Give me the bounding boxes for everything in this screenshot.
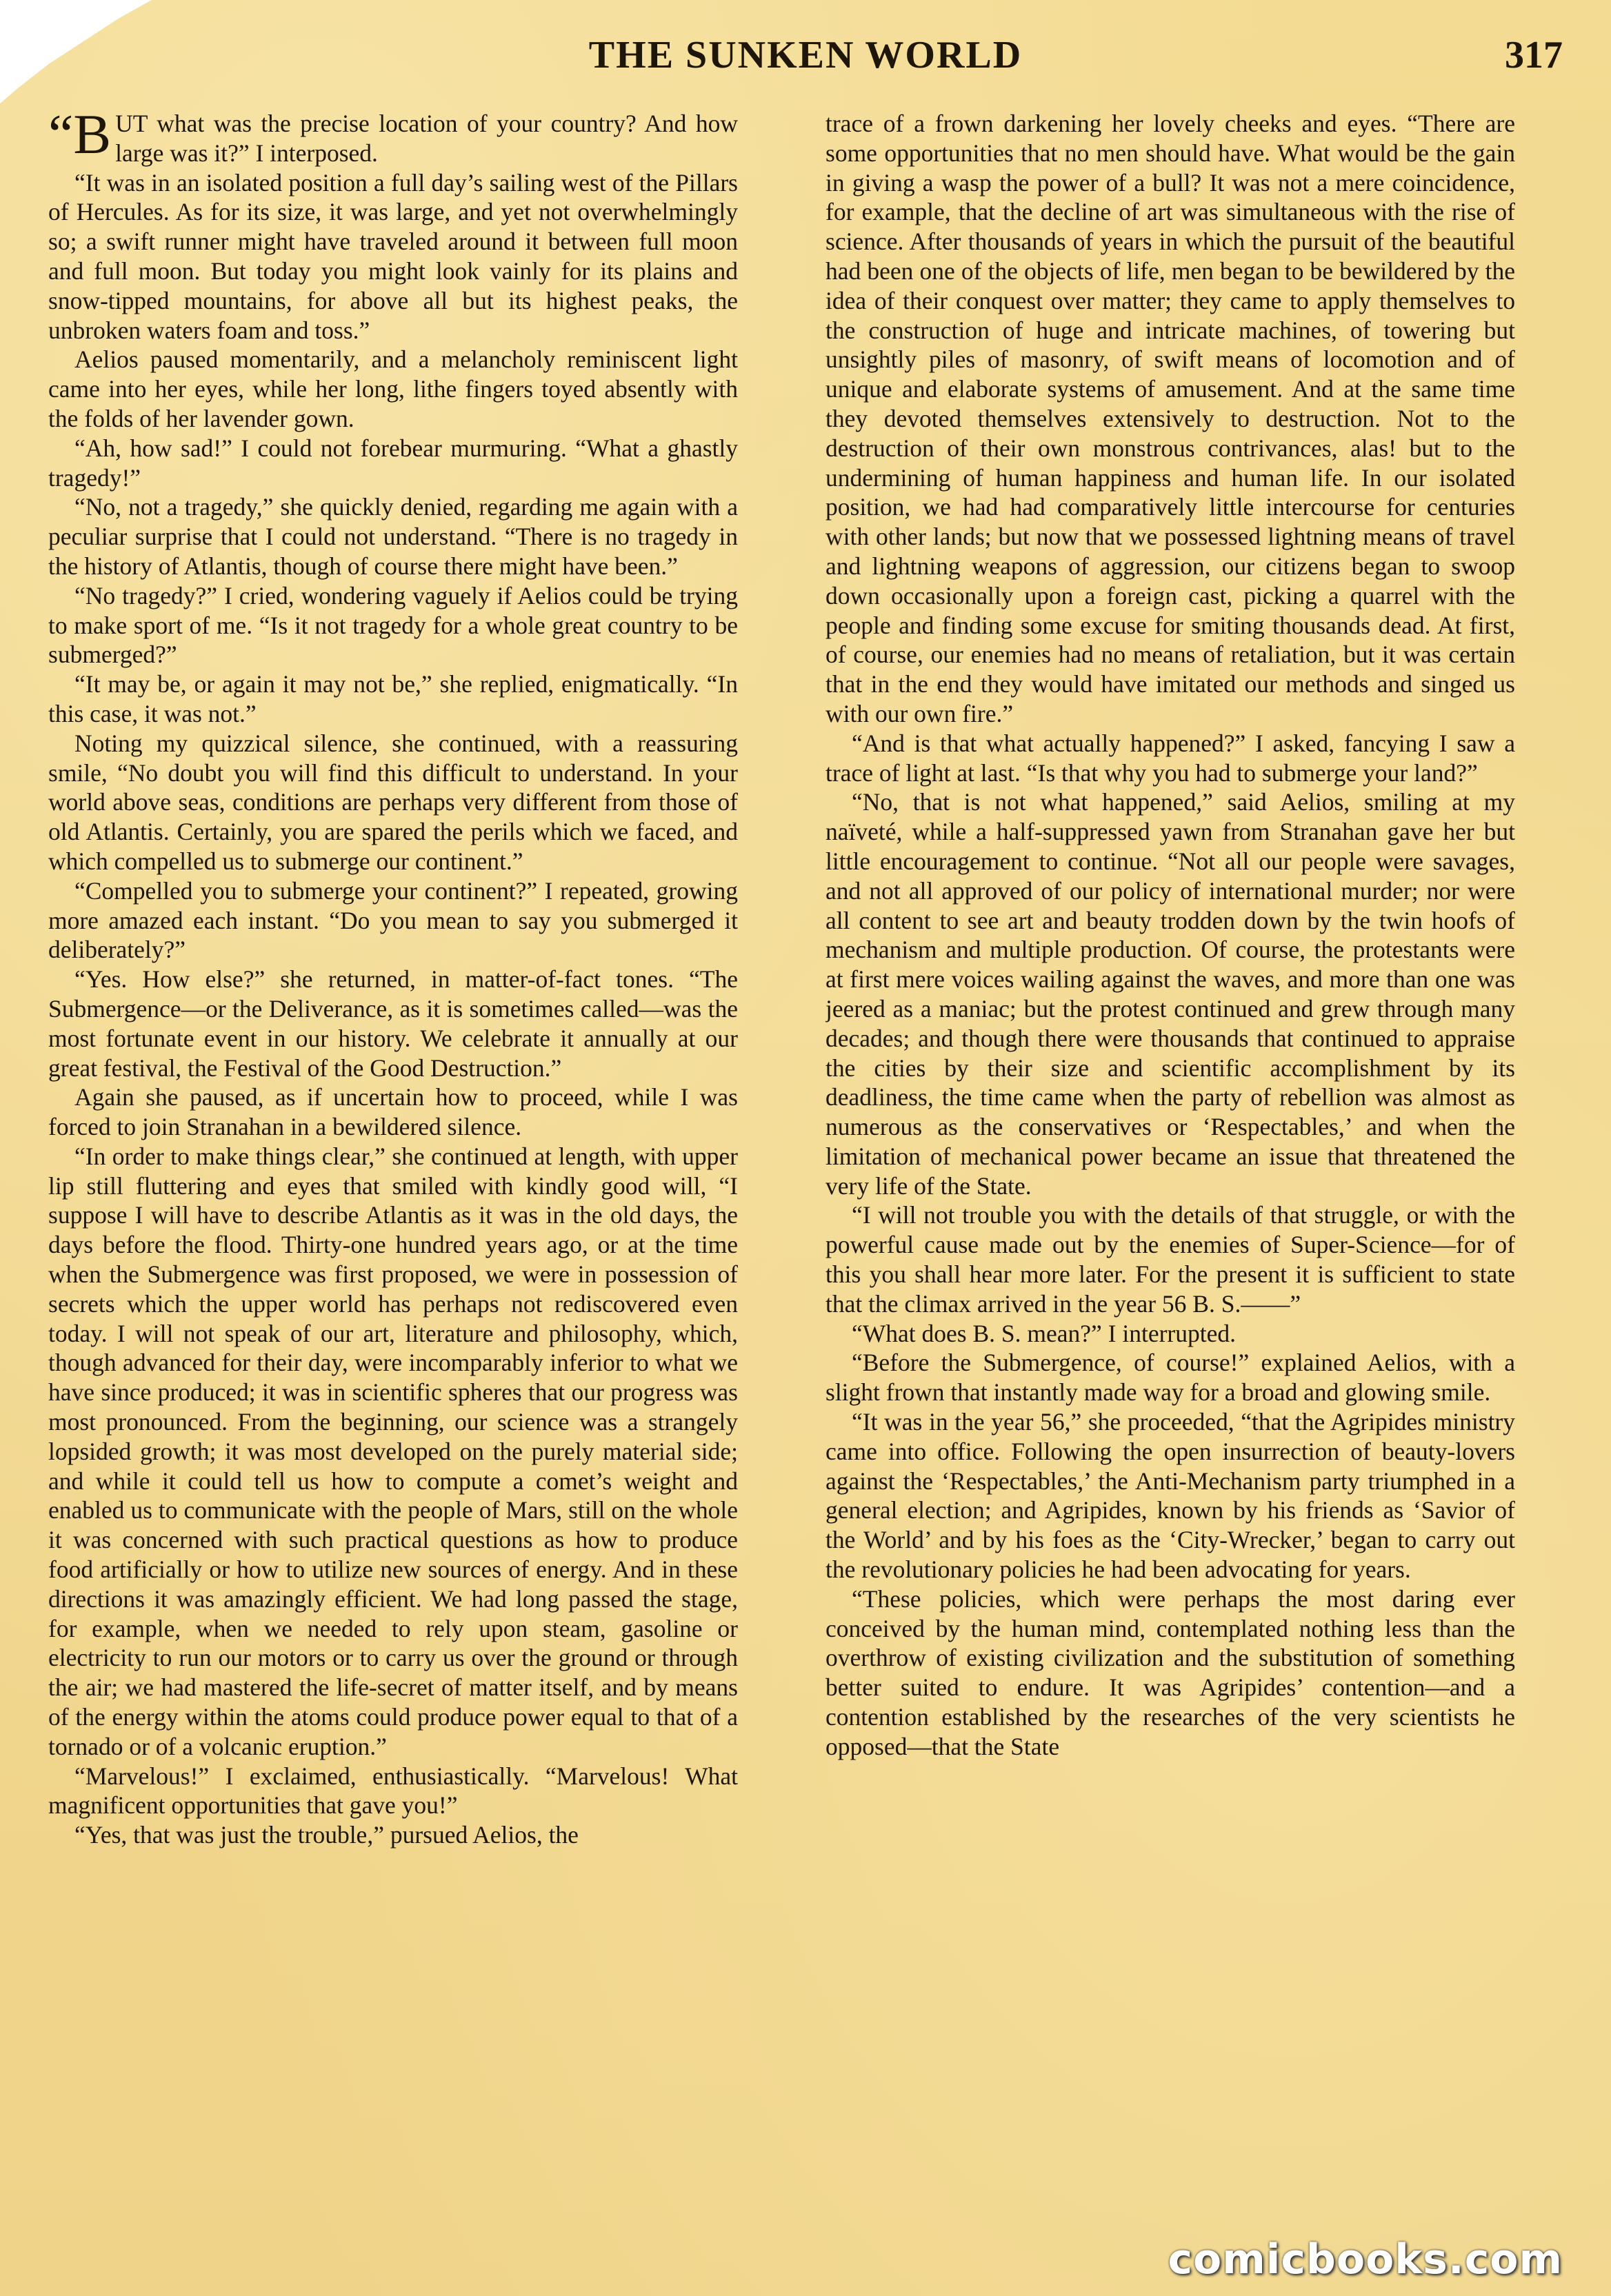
paragraph: Aelios paused momentarily, and a melancholy reminiscent light came into her eyes, while her long, lithe fingers toyed absently with the folds of her lavender gown.: [48, 345, 738, 432]
opening-quote: “: [48, 109, 74, 165]
running-title: THE SUNKEN WORLD: [588, 34, 1023, 77]
paragraph: “It was in an isolated position a full day’s sailing west of the Pillars of Hercules. As for its size, it was large, and yet not overwhelmingly so; a swift runner might have traveled around it between full moon and full moon. But today you might look vainly for its plains and snow-tipped mountains, for above all but its highest peaks, the unbroken waters foam and toss.”: [48, 168, 738, 344]
opening-paragraph: [48, 109, 738, 168]
paragraph: Again she paused, as if uncertain how to proceed, while I was forced to join Stranahan in a bewildered silence.: [48, 1083, 738, 1141]
paragraph: “What does B. S. mean?” I interrupted.: [852, 1319, 1236, 1347]
paragraph: “No, not a tragedy,” she quickly denied, regarding me again with a peculiar surprise that I could not understand. “There is no tragedy in the history of Atlantis, though of course there might have been.”: [48, 493, 738, 580]
paragraph: “It was in the year 56,” she proceeded, “that the Agripides ministry came into office. Following the open insurrection of beauty-lovers against the ‘Respectables,’ the Anti-Mechanism party triumphed in a general election; and Agripides, known by his friends as ‘Savior of the World’ and by his foes as the ‘City-Wrecker,’ began to carry out the revolutionary policies he had been advocating for years.: [825, 1408, 1515, 1584]
page-header: [0, 33, 1611, 88]
paragraph: “Ah, how sad!” I could not forebear murmuring. “What a ghastly tragedy!”: [48, 434, 738, 492]
paragraph: “In order to make things clear,” she continued at length, with upper lip still fluttering and eyes that smiled with kindly good will, “I suppose I will have to describe Atlantis as it was in the old days, the days before the flood. Thirty-one hundred years ago, or at the time when the Submergence was first proposed, we were in possession of secrets which the upper world has perhaps not rediscovered even today. I will not speak of our art, literature and philosophy, which, though advanced for their day, were incomparably inferior to what we have since produced; it was in scientific spheres that our progress was most pronounced. From the beginning, our science was a strangely lopsided growth; it was most developed on the purely material side; and while it could tell us how to compute a comet’s weight and enabled us to communicate with the people of Mars, still on the whole it was concerned with such practical questions as how to produce food artificially or how to utilize new sources of energy. And in these directions it was amazingly efficient. We had long passed the stage, for example, when we needed to rely upon steam, gasoline or electricity to run our motors or to carry us over the ground or through the air; we had mastered the life-secret of matter itself, and by means of the energy within the atoms could produce power equal to that of a tornado or of a volcanic eruption.”: [48, 1142, 738, 1760]
paragraph: “Compelled you to submerge your continent?” I repeated, growing more amazed each instant. “Do you mean to say you submerged it deliberately?”: [48, 876, 738, 964]
opening-paragraph-text: UT what was the precise location of your country? And how large was it?” I interposed.: [115, 110, 738, 167]
paragraph: “Marvelous!” I exclaimed, enthusiastically. “Marvelous! What magnificent opportunities that gave you!”: [48, 1762, 738, 1820]
paragraph: “It may be, or again it may not be,” she replied, enigmatically. “In this case, it was not.”: [48, 670, 738, 727]
paragraph: “Yes, that was just the trouble,” pursued Aelios, the: [74, 1821, 579, 1849]
drop-cap-letter: B: [73, 109, 112, 165]
continued-paragraph: trace of a frown darkening her lovely cheeks and eyes. “There are some opportunities that no men should have. What would be the gain in giving a wasp the power of a bull? It was not a mere coincidence, for example, that the decline of art was simultaneous with the rise of science. After thousands of years in which the pursuit of the beautiful had been one of the objects of life, men began to be bewildered by the idea of their conquest over matter; they came to apply themselves to the construction of huge and intricate machines, of towering but unsightly piles of masonry, of swift means of locomotion and of unique and elaborate systems of amusement. And at the same time they devoted themselves extensively to destruction. Not to the destruction of their own monstrous contrivances, alas! but to the undermining of human happiness and human life. In our isolated position, we had had comparatively little intercourse for centuries with other lands; but now that we possessed lightning means of travel and lightning weapons of aggression, our citizens began to swoop down occasionally upon a foreign cast, picking a quarrel with the people and finding some excuse for smiting thousands dead. At first, of course, our enemies had no means of retaliation, but it was certain that in the end they would have imitated our methods and singed us with our own fire.”: [825, 110, 1515, 727]
paragraph: “These policies, which were perhaps the most daring ever conceived by the human mind, contemplated nothing less than the overthrow of existing civilization and the substitution of something better suited to endure. It was Agripides’ contention—and a contention established by the researches of the very scientists he opposed—that the State: [825, 1584, 1515, 1760]
drop-cap: [48, 109, 112, 165]
paragraph: “I will not trouble you with the details of that struggle, or with the powerful cause made out by the enemies of Super-Science—for of this you shall hear more later. For the present it is sufficient to state that the climax arrived in the year 56 B. S.——”: [825, 1201, 1515, 1318]
paragraph: “And is that what actually happened?” I asked, fancying I saw a trace of light at last. “Is that why you had to submerge your land?”: [825, 729, 1515, 787]
page-number: 317: [1505, 34, 1563, 77]
paragraph: “No, that is not what happened,” said Aelios, smiling at my naïveté, while a half-suppressed yawn from Stranahan gave her but little encouragement to continue. “Not all our people were savages, and not all approved of our policy of international murder; nor were all content to see art and beauty trodden down by the twin hoofs of mechanism and multiple production. Of course, the protestants were at first mere voices wailing against the waves, and more than one was jeered as a maniac; but the protest continued and grew through many decades; and though there were thousands that continued to appraise the cities by their size and scientific accomplishment by its deadliness, the time came when the party of rebellion was almost as numerous as the conservatives or ‘Respectables,’ and when the limitation of mechanical power became an issue that threatened the very life of the State.: [825, 788, 1515, 1200]
right-column: [825, 109, 1515, 2267]
site-watermark: comicbooks.com: [1168, 2235, 1563, 2284]
paragraph: “Before the Submergence, of course!” explained Aelios, with a slight frown that instantly made way for a broad and glowing smile.: [825, 1349, 1515, 1407]
paragraph: Noting my quizzical silence, she continued, with a reassuring smile, “No doubt you will find this difficult to understand. In your world above seas, conditions are perhaps very different from those of old Atlantis. Certainly, you are spared the perils which we faced, and which compelled us to submerge our continent.”: [48, 729, 738, 875]
left-column: [48, 109, 738, 2267]
paragraph: “No tragedy?” I cried, wondering vaguely if Aelios could be trying to make sport of me. “Is it not tragedy for a whole great country to be submerged?”: [48, 581, 738, 669]
paragraph: “Yes. How else?” she returned, in matter-of-fact tones. “The Submergence—or the Deliverance, as it is sometimes called—was the most fortunate event in our history. We celebrate it annually at our great festival, the Festival of the Good Destruction.”: [48, 965, 738, 1082]
